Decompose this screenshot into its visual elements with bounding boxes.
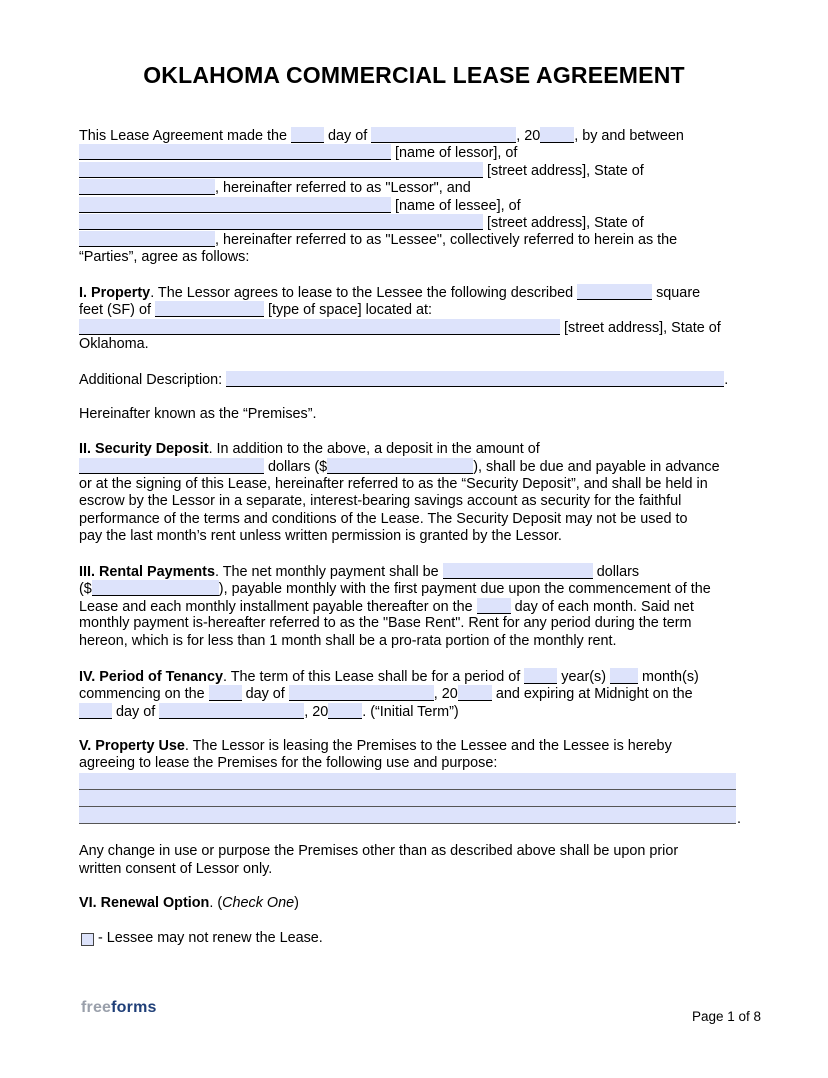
agreement-day-field[interactable] <box>291 127 324 143</box>
end-day-field[interactable] <box>79 703 112 719</box>
monthly-rent-words-field[interactable] <box>443 563 593 579</box>
rent-text: Lease and each monthly installment payable thereafter on the <box>79 599 473 615</box>
end-year-field[interactable] <box>328 703 362 719</box>
rent-line-5: hereon, which is for less than 1 month shall be a pro-rata portion of the monthly rent. <box>79 633 617 649</box>
monthly-rent-amount-field[interactable] <box>92 580 219 596</box>
additional-description-label: Additional Description: <box>79 372 223 388</box>
lessor-name-field[interactable] <box>79 144 391 160</box>
page-number: Page 1 of 8 <box>692 1009 762 1024</box>
freeforms-logo <box>81 999 157 1017</box>
deposit-line-2 <box>79 458 720 476</box>
renewal-check-one: Check One <box>222 895 295 911</box>
end-month-field[interactable] <box>159 703 304 719</box>
rent-text: . The net monthly payment shall be <box>214 564 439 580</box>
use-line-2: agreeing to lease the Premises for the following use and purpose: <box>79 755 498 771</box>
use-text: . The Lessor is leasing the Premises to the Lessee and the Lessee is hereby <box>184 738 672 754</box>
use-purpose-field-line-1[interactable] <box>79 773 736 790</box>
rent-text: day of each month. Said net <box>514 599 694 615</box>
tenancy-text: year(s) <box>561 669 607 685</box>
agreement-year-field[interactable] <box>540 127 574 143</box>
start-year-field[interactable] <box>458 685 492 701</box>
property-line-3 <box>79 319 721 337</box>
use-field-end: . <box>737 811 741 827</box>
intro-text: [name of lessor], of <box>395 145 518 161</box>
renewal-heading: VI. Renewal Option <box>79 895 210 911</box>
property-heading: I. Property <box>79 285 151 301</box>
intro-text: [street address], State of <box>487 163 644 179</box>
tenancy-heading: IV. Period of Tenancy <box>79 669 223 685</box>
intro-line-5 <box>79 197 521 215</box>
intro-line-3 <box>79 162 644 180</box>
tenancy-text: month(s) <box>642 669 699 685</box>
use-change-line-2: written consent of Lessor only. <box>79 861 273 877</box>
lessee-name-field[interactable] <box>79 197 391 213</box>
intro-line-7 <box>79 231 677 249</box>
no-renewal-label: - Lessee may not renew the Lease. <box>98 930 323 946</box>
rent-text: dollars <box>596 564 640 580</box>
deposit-heading: II. Security Deposit <box>79 441 209 457</box>
property-line-4: Oklahoma. <box>79 336 149 352</box>
deposit-amount-words-field[interactable] <box>79 458 264 474</box>
tenancy-text: and expiring at Midnight on the <box>495 686 693 702</box>
use-line-1 <box>79 738 672 755</box>
intro-line-6 <box>79 214 644 232</box>
intro-text: , hereinafter referred to as "Lessee", collectively referred to herein as the <box>215 232 678 248</box>
use-change-line-1: Any change in use or purpose the Premises other than as described above shall be upon prior <box>79 843 679 859</box>
tenancy-line-3 <box>79 703 459 721</box>
additional-description-line <box>79 371 728 389</box>
agreement-month-field[interactable] <box>371 127 516 143</box>
lessee-state-field[interactable] <box>79 231 215 247</box>
intro-text: day of <box>328 128 368 144</box>
intro-text: [name of lessee], of <box>395 198 521 214</box>
rent-line-4: monthly payment is-hereafter referred to as the "Base Rent". Rent for any period during the term <box>79 615 692 631</box>
no-renewal-checkbox[interactable] <box>81 933 94 946</box>
intro-line-4 <box>79 179 471 197</box>
property-text: square <box>656 285 701 301</box>
deposit-line-3: or at the signing of this Lease, hereinafter referred to as the “Security Deposit”, and shall be held in <box>79 476 708 492</box>
start-day-field[interactable] <box>209 685 242 701</box>
rent-line-1 <box>79 563 639 581</box>
tenancy-text: , 20 <box>304 704 329 720</box>
rent-heading: III. Rental Payments <box>79 564 215 580</box>
rent-due-day-field[interactable] <box>477 598 511 614</box>
tenancy-text: day of <box>116 704 156 720</box>
renewal-line <box>79 895 299 912</box>
tenancy-text: day of <box>245 686 285 702</box>
intro-text: , 20 <box>516 128 541 144</box>
deposit-line-6: pay the last month’s rent unless written permission is granted by the Lessor. <box>79 528 562 544</box>
renewal-text: . ( <box>209 895 223 911</box>
intro-text: This Lease Agreement made the <box>79 128 287 144</box>
property-line-2 <box>79 301 432 319</box>
intro-text: , hereinafter referred to as "Lessor", and <box>215 180 471 196</box>
deposit-text: dollars ($ <box>268 459 328 475</box>
rent-text: ($ <box>79 581 92 597</box>
space-type-field[interactable] <box>155 301 264 317</box>
document-title: OKLAHOMA COMMERCIAL LEASE AGREEMENT <box>143 62 685 88</box>
deposit-line-1 <box>79 441 540 458</box>
deposit-line-4: escrow by the Lessor in a separate, interest-bearing savings account as security for the faithful <box>79 493 682 509</box>
rent-text: ), payable monthly with the first payment due upon the commencement of the <box>218 581 711 597</box>
deposit-line-5: performance of the terms and conditions of the Lease. The Security Deposit may not be used to <box>79 511 688 527</box>
property-text: [street address], State of <box>564 320 721 336</box>
rent-line-3 <box>79 598 694 616</box>
logo-forms-text: forms <box>111 999 157 1016</box>
tenancy-text: . The term of this Lease shall be for a period of <box>222 669 521 685</box>
use-purpose-field-line-3[interactable] <box>79 807 736 824</box>
premises-known-as: Hereinafter known as the “Premises”. <box>79 406 317 422</box>
tenancy-line-2 <box>79 685 693 703</box>
tenancy-text: commencing on the <box>79 686 205 702</box>
premises-address-field[interactable] <box>79 319 560 335</box>
lessee-address-field[interactable] <box>79 214 483 230</box>
use-purpose-field-line-2[interactable] <box>79 790 736 807</box>
square-feet-field[interactable] <box>577 284 652 300</box>
intro-line-1 <box>79 127 684 145</box>
tenancy-text: , 20 <box>433 686 458 702</box>
deposit-text: . In addition to the above, a deposit in the amount of <box>208 441 540 457</box>
intro-line-8: “Parties”, agree as follows: <box>79 249 250 265</box>
deposit-amount-field[interactable] <box>327 458 473 474</box>
deposit-text: ), shall be due and payable in advance <box>473 459 720 475</box>
term-months-field[interactable] <box>610 668 638 684</box>
rent-line-2 <box>79 580 711 598</box>
intro-text: , by and between <box>574 128 684 144</box>
use-heading: V. Property Use <box>79 738 185 754</box>
lessor-state-field[interactable] <box>79 179 215 195</box>
property-text: . <box>724 372 729 388</box>
intro-text: [street address], State of <box>487 215 644 231</box>
tenancy-text: . (“Initial Term”) <box>362 704 459 720</box>
term-years-field[interactable] <box>524 668 557 684</box>
additional-description-field[interactable] <box>226 371 724 387</box>
start-month-field[interactable] <box>289 685 434 701</box>
lessor-address-field[interactable] <box>79 162 483 178</box>
property-line-1 <box>79 284 700 302</box>
property-text: . The Lessor agrees to lease to the Lessee the following described <box>150 285 574 301</box>
property-text: feet (SF) of <box>79 302 151 318</box>
property-text: [type of space] located at: <box>267 302 432 318</box>
logo-free-text: free <box>81 999 112 1016</box>
tenancy-line-1 <box>79 668 699 686</box>
intro-line-2 <box>79 144 517 162</box>
renewal-text: ) <box>294 895 299 911</box>
